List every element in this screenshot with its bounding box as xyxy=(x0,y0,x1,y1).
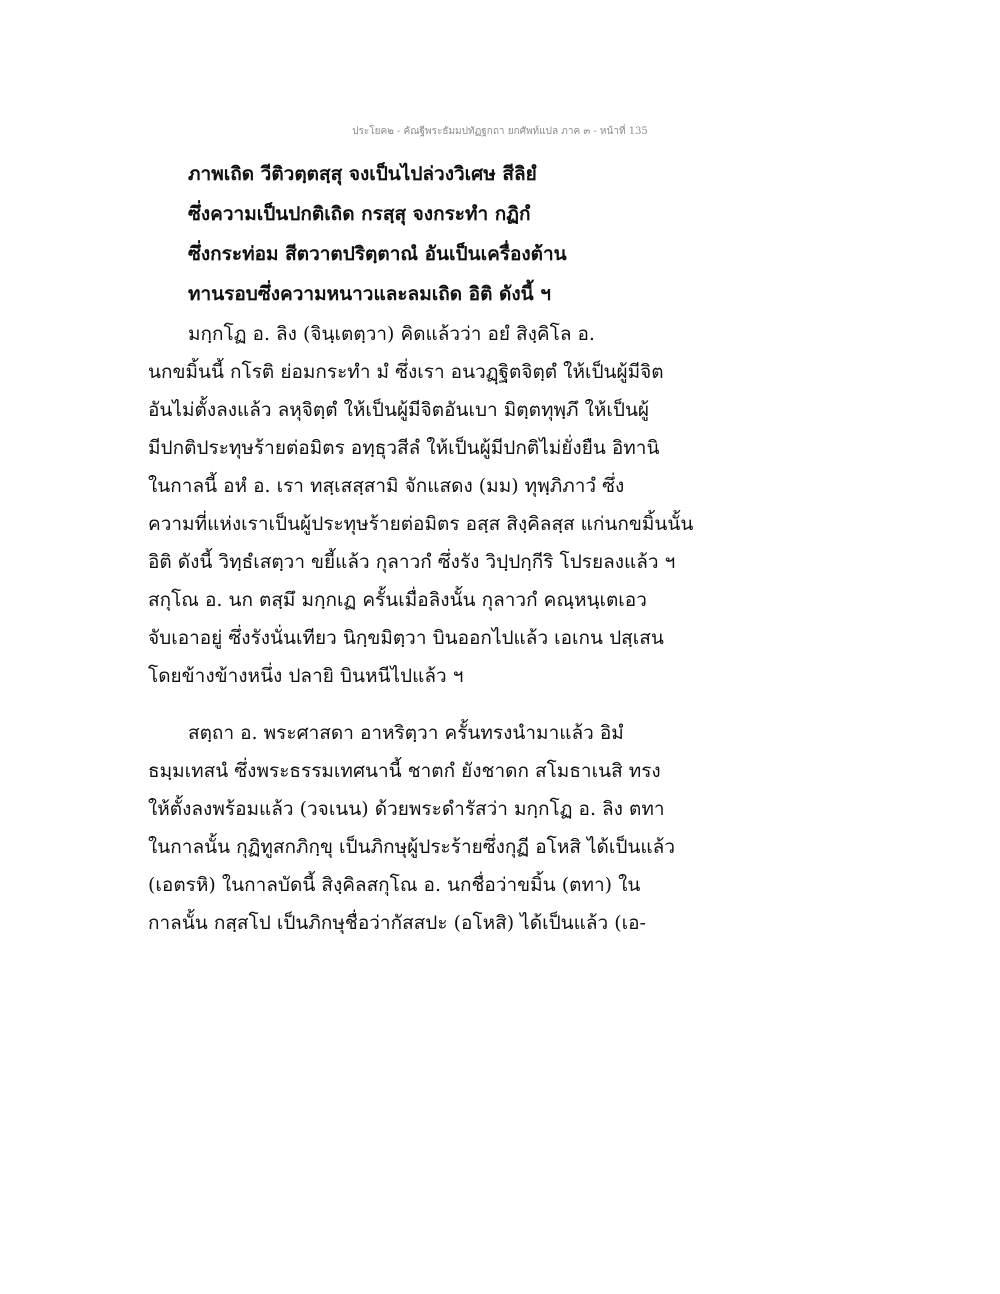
text-line: นกขมิ้นนี้ กโรติ ย่อมกระทำ มํ ซึ่งเรา อนวฏฺฐิตจิตฺตํ ให้เป็นผู้มีจิต xyxy=(148,361,664,383)
verse-line: ทานรอบซึ่งความหนาวและลมเถิด อิติ ดังนี้ ฯ xyxy=(188,283,551,305)
text-line: โดยข้างข้างหนึ่ง ปลายิ บินหนีไปแล้ว ฯ xyxy=(148,665,464,687)
text-line: กาลนั้น กสฺสโป เป็นภิกษุชื่อว่ากัสสปะ (อโหสิ) ได้เป็นแล้ว (เอ- xyxy=(148,912,646,934)
text-line: มกฺกโฏ อ. ลิง (จินฺเตตฺวา) คิดแล้วว่า อยํ สิงฺคิโล อ. xyxy=(188,323,595,345)
verse-line: ภาพเถิด วีติวตฺตสฺสุ จงเป็นไปล่วงวิเศษ สีลิยํ xyxy=(188,163,537,185)
verse-block xyxy=(188,158,748,318)
text-line: สกุโณ อ. นก ตสฺมึ มกฺกเฏ ครั้นเมื่อลิงนั้น กุลาวกํ คณฺหนฺเตเอว xyxy=(148,589,647,611)
text-line: ความที่แห่งเราเป็นผู้ประทุษร้ายต่อมิตร อสฺส สิงฺคิลสฺส แก่นกขมิ้นนั้น xyxy=(148,513,694,535)
text-line: จับเอาอยู่ ซึ่งรังนั่นเทียว นิกฺขมิตฺวา บินออกไปแล้ว เอเกน ปสฺเสน xyxy=(148,627,664,649)
page-header: ประโยค๒ - คัณฐีพระธัมมปทัฏฐกถา ยกศัพท์แปล ภาค ๓ - หน้าที่ 135 xyxy=(352,126,648,137)
text-line: (เอตรหิ) ในกาลบัดนี้ สิงฺคิลสกุโณ อ. นกชื่อว่าขมิ้น (ตทา) ใน xyxy=(148,874,641,896)
text-line: มีปกติประทุษร้ายต่อมิตร อทฺธุวสีลํ ให้เป็นผู้มีปกติไม่ยั่งยืน อิทานิ xyxy=(148,437,660,459)
text-line: ในกาลนี้ อหํ อ. เรา ทสฺเสสฺสามิ จักแสดง (มม) ทุพฺภิภาวํ ซึ่ง xyxy=(148,475,625,497)
verse-line: ซึ่งความเป็นปกติเถิด กรสฺสุ จงกระทำ กฏิกํ xyxy=(188,203,531,225)
text-line: อันไม่ตั้งลงแล้ว ลหุจิตฺตํ ให้เป็นผู้มีจิตอันเบา มิตฺตทุพฺภึ ให้เป็นผู้ xyxy=(148,399,650,421)
verse-line: ซึ่งกระท่อม สีตวาตปริตฺตาณํ อันเป็นเครื่องต้าน xyxy=(188,243,567,265)
paragraph-1 xyxy=(148,318,728,698)
text-line: สตฺถา อ. พระศาสดา อาหริตฺวา ครั้นทรงนำมาแล้ว อิมํ xyxy=(188,722,624,744)
text-line: ให้ตั้งลงพร้อมแล้ว (วจเนน) ด้วยพระดำรัสว่า มกฺกโฏ อ. ลิง ตทา xyxy=(148,798,665,820)
text-line: ในกาลนั้น กุฏิทูสกภิกฺขุ เป็นภิกษุผู้ประร้ายซึ่งกุฏี อโหสิ ได้เป็นแล้ว xyxy=(148,836,675,858)
text-line: ธมฺมเทสนํ ซึ่งพระธรรมเทศนานี้ ชาตกํ ยังชาดก สโมธาเนสิ ทรง xyxy=(148,760,661,782)
paragraph-2 xyxy=(148,717,728,945)
text-line: อิติ ดังนี้ วิทฺธํเสตฺวา ขยี้แล้ว กุลาวกํ ซึ่งรัง วิปฺปกฺกีริ โปรยลงแล้ว ฯ xyxy=(148,551,676,573)
